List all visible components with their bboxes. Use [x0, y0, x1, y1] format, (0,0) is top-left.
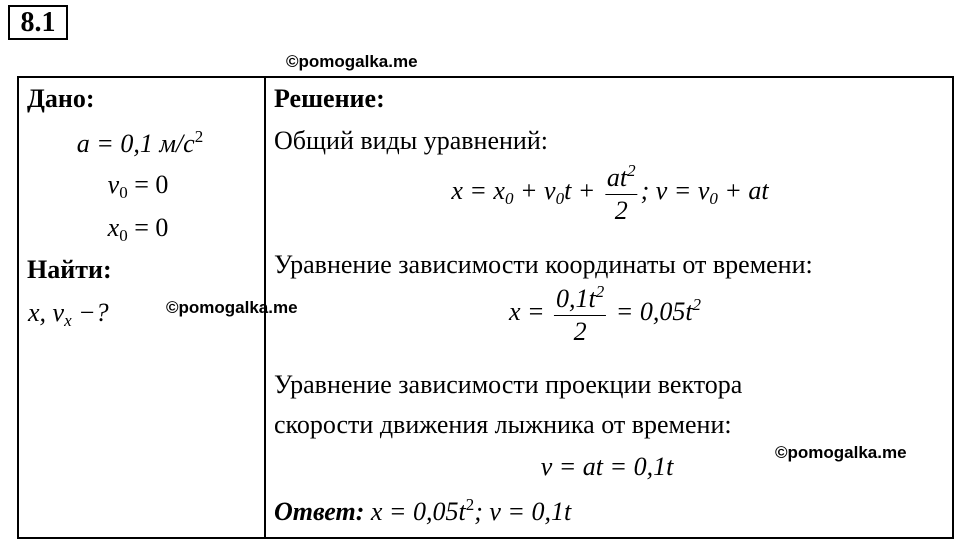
solution-line: Общий виды уравнений:	[274, 126, 548, 155]
solution-line: Уравнение зависимости координаты от времени:	[274, 250, 813, 279]
equation-velocity: v = at = 0,1t	[540, 452, 674, 481]
given-heading: Дано:	[27, 84, 95, 113]
problem-number: 8.1	[8, 5, 68, 40]
find-heading: Найти:	[27, 255, 112, 284]
given-a: a = 0,1 $м/с^2$	[76, 127, 204, 158]
solution-line: скорости движения лыжника от времени:	[274, 410, 732, 439]
solution-heading: Решение:	[274, 84, 385, 113]
equation-coordinate: x = $\frac{0,1t^2}{2}$ = $0,05t^2$	[508, 282, 702, 346]
equation-general: $x = x_0 + v_0t$ + $\frac{at^2}{2}$ ; $v = v_0$ + at	[451, 161, 769, 225]
solution-line: Уравнение зависимости проекции вектора	[274, 370, 743, 399]
find-quantities: x, $v_x$ −?	[28, 298, 109, 330]
given-x0: $x_0 = 0$	[107, 213, 169, 245]
watermark: ©pomogalka.me	[286, 52, 418, 71]
given-v0: $v_0 = 0$	[107, 170, 169, 202]
watermark: ©pomogalka.me	[775, 443, 907, 462]
answer: Ответ: $x = 0,05t^2$; v = 0,1t	[274, 495, 572, 526]
watermark: ©pomogalka.me	[166, 298, 298, 317]
